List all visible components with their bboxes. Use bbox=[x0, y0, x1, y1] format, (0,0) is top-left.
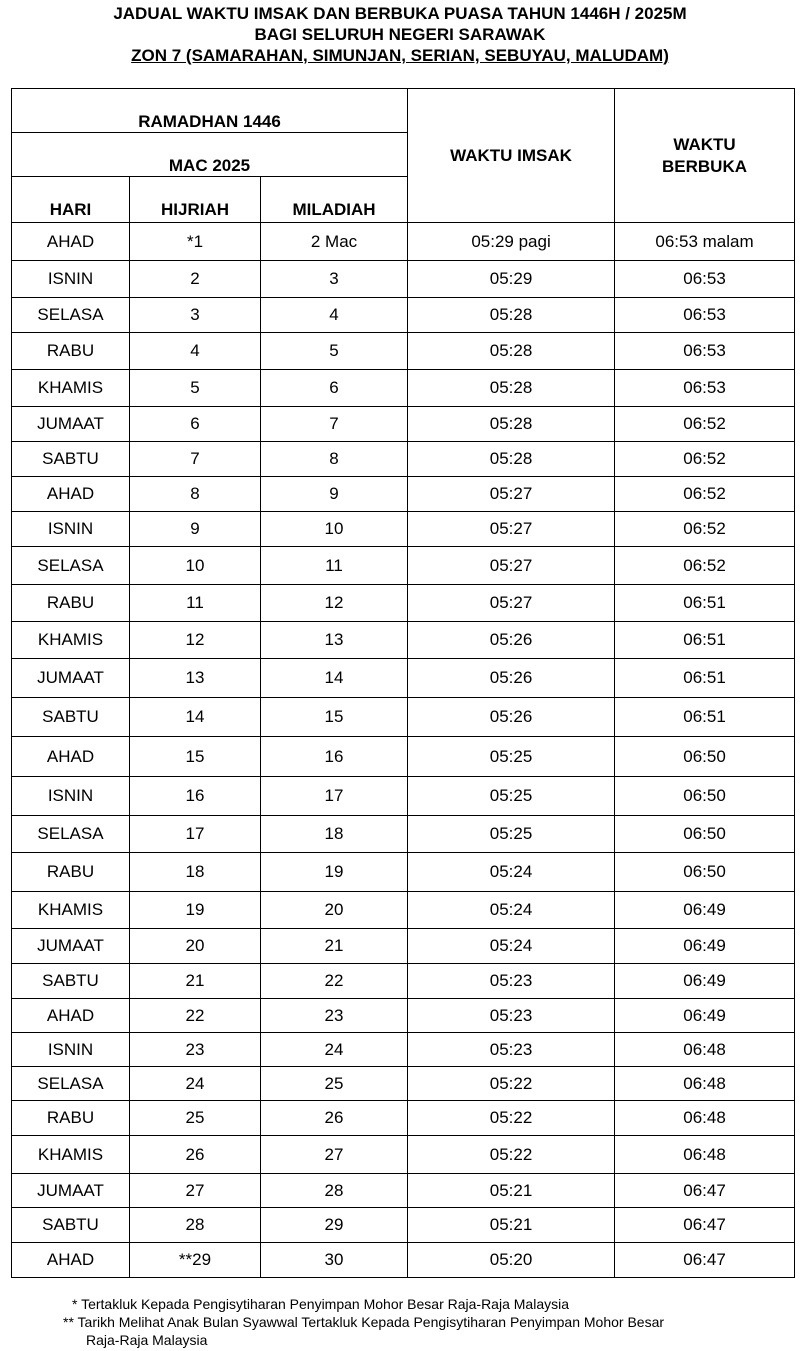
cell-miladiah: 5 bbox=[261, 333, 408, 370]
header-ramadhan: RAMADHAN 1446 bbox=[12, 89, 408, 133]
cell-berbuka: 06:52 bbox=[615, 547, 795, 585]
cell-berbuka: 06:49 bbox=[615, 964, 795, 999]
schedule-table-header bbox=[12, 89, 795, 223]
table-row bbox=[12, 1243, 795, 1278]
table-row bbox=[12, 298, 795, 333]
cell-hari: ISNIN bbox=[12, 261, 130, 298]
cell-hari: JUMAAT bbox=[12, 659, 130, 698]
cell-berbuka: 06:52 bbox=[615, 442, 795, 477]
cell-miladiah: 2 Mac bbox=[261, 223, 408, 261]
table-row bbox=[12, 370, 795, 407]
cell-imsak: 05:29 bbox=[408, 261, 615, 298]
cell-miladiah: 19 bbox=[261, 853, 408, 892]
cell-imsak: 05:24 bbox=[408, 853, 615, 892]
footnote-2-line-1: ** Tarikh Melihat Anak Bulan Syawwal Tertakluk Kepada Pengisytiharan Penyimpan Mohor Besar bbox=[63, 1314, 665, 1330]
cell-hari: AHAD bbox=[12, 477, 130, 512]
cell-miladiah: 30 bbox=[261, 1243, 408, 1278]
cell-berbuka: 06:51 bbox=[615, 698, 795, 737]
table-row bbox=[12, 1033, 795, 1067]
cell-imsak: 05:23 bbox=[408, 999, 615, 1033]
cell-imsak: 05:20 bbox=[408, 1243, 615, 1278]
cell-berbuka: 06:51 bbox=[615, 659, 795, 698]
cell-miladiah: 25 bbox=[261, 1067, 408, 1101]
cell-hari: AHAD bbox=[12, 737, 130, 777]
table-row bbox=[12, 585, 795, 622]
cell-hari: SABTU bbox=[12, 1208, 130, 1243]
cell-miladiah: 13 bbox=[261, 622, 408, 659]
cell-miladiah: 22 bbox=[261, 964, 408, 999]
cell-imsak: 05:27 bbox=[408, 585, 615, 622]
schedule-table-body bbox=[12, 223, 795, 1278]
table-row bbox=[12, 737, 795, 777]
cell-imsak: 05:25 bbox=[408, 737, 615, 777]
cell-imsak: 05:28 bbox=[408, 298, 615, 333]
cell-berbuka: 06:52 bbox=[615, 407, 795, 442]
cell-miladiah: 27 bbox=[261, 1136, 408, 1174]
cell-hari: SABTU bbox=[12, 698, 130, 737]
cell-hijriah: *1 bbox=[130, 223, 261, 261]
table-row bbox=[12, 1136, 795, 1174]
cell-imsak: 05:22 bbox=[408, 1067, 615, 1101]
cell-imsak: 05:26 bbox=[408, 659, 615, 698]
table-row bbox=[12, 1067, 795, 1101]
cell-imsak: 05:26 bbox=[408, 698, 615, 737]
cell-miladiah: 11 bbox=[261, 547, 408, 585]
footnote-1: * Tertakluk Kepada Pengisytiharan Penyimpan Mohor Besar Raja-Raja Malaysia bbox=[72, 1296, 569, 1312]
cell-berbuka: 06:52 bbox=[615, 512, 795, 547]
table-row bbox=[12, 333, 795, 370]
header-waktu-imsak: WAKTU IMSAK bbox=[408, 89, 615, 223]
cell-miladiah: 24 bbox=[261, 1033, 408, 1067]
cell-hijriah: 17 bbox=[130, 816, 261, 853]
table-row bbox=[12, 659, 795, 698]
cell-hijriah: 13 bbox=[130, 659, 261, 698]
cell-hijriah: 26 bbox=[130, 1136, 261, 1174]
cell-berbuka: 06:50 bbox=[615, 853, 795, 892]
cell-hari: SABTU bbox=[12, 442, 130, 477]
cell-miladiah: 16 bbox=[261, 737, 408, 777]
cell-miladiah: 14 bbox=[261, 659, 408, 698]
cell-imsak: 05:23 bbox=[408, 964, 615, 999]
cell-miladiah: 28 bbox=[261, 1174, 408, 1208]
cell-miladiah: 20 bbox=[261, 892, 408, 929]
table-row bbox=[12, 999, 795, 1033]
cell-berbuka: 06:48 bbox=[615, 1136, 795, 1174]
cell-hijriah: 24 bbox=[130, 1067, 261, 1101]
table-row bbox=[12, 261, 795, 298]
cell-imsak: 05:29 pagi bbox=[408, 223, 615, 261]
cell-miladiah: 21 bbox=[261, 929, 408, 964]
cell-hijriah: 25 bbox=[130, 1101, 261, 1136]
cell-berbuka: 06:47 bbox=[615, 1208, 795, 1243]
cell-hijriah: 6 bbox=[130, 407, 261, 442]
cell-imsak: 05:22 bbox=[408, 1136, 615, 1174]
cell-hijriah: 3 bbox=[130, 298, 261, 333]
cell-miladiah: 10 bbox=[261, 512, 408, 547]
cell-imsak: 05:28 bbox=[408, 442, 615, 477]
cell-hari: AHAD bbox=[12, 223, 130, 261]
cell-hari: AHAD bbox=[12, 1243, 130, 1278]
cell-miladiah: 7 bbox=[261, 407, 408, 442]
cell-hari: KHAMIS bbox=[12, 622, 130, 659]
document-title-zone: ZON 7 (SAMARAHAN, SIMUNJAN, SERIAN, SEBUYAU, MALUDAM) bbox=[131, 46, 669, 65]
cell-berbuka: 06:52 bbox=[615, 477, 795, 512]
cell-hijriah: 14 bbox=[130, 698, 261, 737]
table-row bbox=[12, 853, 795, 892]
cell-hijriah: 10 bbox=[130, 547, 261, 585]
cell-imsak: 05:25 bbox=[408, 816, 615, 853]
cell-berbuka: 06:53 bbox=[615, 370, 795, 407]
table-row bbox=[12, 777, 795, 816]
cell-miladiah: 29 bbox=[261, 1208, 408, 1243]
cell-berbuka: 06:49 bbox=[615, 892, 795, 929]
cell-berbuka: 06:51 bbox=[615, 585, 795, 622]
cell-hari: KHAMIS bbox=[12, 370, 130, 407]
cell-hijriah: 28 bbox=[130, 1208, 261, 1243]
cell-hijriah: 4 bbox=[130, 333, 261, 370]
cell-hari: SELASA bbox=[12, 816, 130, 853]
cell-imsak: 05:27 bbox=[408, 512, 615, 547]
cell-hijriah: **29 bbox=[130, 1243, 261, 1278]
cell-hijriah: 12 bbox=[130, 622, 261, 659]
cell-hijriah: 27 bbox=[130, 1174, 261, 1208]
cell-imsak: 05:24 bbox=[408, 892, 615, 929]
cell-berbuka: 06:48 bbox=[615, 1067, 795, 1101]
cell-miladiah: 4 bbox=[261, 298, 408, 333]
table-row bbox=[12, 622, 795, 659]
cell-imsak: 05:28 bbox=[408, 407, 615, 442]
cell-miladiah: 12 bbox=[261, 585, 408, 622]
table-row bbox=[12, 223, 795, 261]
cell-imsak: 05:22 bbox=[408, 1101, 615, 1136]
cell-hijriah: 22 bbox=[130, 999, 261, 1033]
cell-berbuka: 06:53 bbox=[615, 298, 795, 333]
cell-hari: RABU bbox=[12, 1101, 130, 1136]
table-row bbox=[12, 816, 795, 853]
table-row bbox=[12, 964, 795, 999]
cell-imsak: 05:27 bbox=[408, 477, 615, 512]
header-mac: MAC 2025 bbox=[12, 133, 408, 177]
header-waktu-berbuka bbox=[615, 89, 795, 223]
cell-hijriah: 20 bbox=[130, 929, 261, 964]
cell-imsak: 05:26 bbox=[408, 622, 615, 659]
table-row bbox=[12, 1208, 795, 1243]
cell-miladiah: 26 bbox=[261, 1101, 408, 1136]
cell-hari: SELASA bbox=[12, 1067, 130, 1101]
cell-hari: RABU bbox=[12, 333, 130, 370]
cell-hari: AHAD bbox=[12, 999, 130, 1033]
cell-hijriah: 16 bbox=[130, 777, 261, 816]
cell-hari: JUMAAT bbox=[12, 1174, 130, 1208]
table-row bbox=[12, 407, 795, 442]
cell-hijriah: 9 bbox=[130, 512, 261, 547]
cell-miladiah: 3 bbox=[261, 261, 408, 298]
cell-imsak: 05:21 bbox=[408, 1174, 615, 1208]
cell-miladiah: 17 bbox=[261, 777, 408, 816]
cell-hijriah: 18 bbox=[130, 853, 261, 892]
cell-hari: KHAMIS bbox=[12, 1136, 130, 1174]
cell-berbuka: 06:47 bbox=[615, 1243, 795, 1278]
cell-hari: SELASA bbox=[12, 547, 130, 585]
cell-hari: ISNIN bbox=[12, 512, 130, 547]
cell-berbuka: 06:50 bbox=[615, 737, 795, 777]
table-row bbox=[12, 442, 795, 477]
table-row bbox=[12, 512, 795, 547]
schedule-table bbox=[11, 88, 795, 1278]
cell-hijriah: 21 bbox=[130, 964, 261, 999]
table-row bbox=[12, 547, 795, 585]
cell-hari: RABU bbox=[12, 853, 130, 892]
cell-hari: JUMAAT bbox=[12, 929, 130, 964]
header-hari: HARI bbox=[12, 177, 130, 223]
cell-hari: ISNIN bbox=[12, 777, 130, 816]
cell-miladiah: 8 bbox=[261, 442, 408, 477]
cell-hijriah: 23 bbox=[130, 1033, 261, 1067]
cell-hari: JUMAAT bbox=[12, 407, 130, 442]
cell-hijriah: 15 bbox=[130, 737, 261, 777]
document-title-line-2: BAGI SELURUH NEGERI SARAWAK bbox=[254, 25, 546, 44]
cell-berbuka: 06:49 bbox=[615, 929, 795, 964]
cell-berbuka: 06:53 bbox=[615, 261, 795, 298]
cell-berbuka: 06:50 bbox=[615, 777, 795, 816]
cell-hijriah: 5 bbox=[130, 370, 261, 407]
cell-berbuka: 06:51 bbox=[615, 622, 795, 659]
cell-hijriah: 8 bbox=[130, 477, 261, 512]
cell-hari: RABU bbox=[12, 585, 130, 622]
cell-miladiah: 15 bbox=[261, 698, 408, 737]
cell-imsak: 05:28 bbox=[408, 370, 615, 407]
cell-hijriah: 19 bbox=[130, 892, 261, 929]
cell-berbuka: 06:48 bbox=[615, 1033, 795, 1067]
cell-berbuka: 06:47 bbox=[615, 1174, 795, 1208]
table-row bbox=[12, 1101, 795, 1136]
cell-hijriah: 7 bbox=[130, 442, 261, 477]
cell-imsak: 05:24 bbox=[408, 929, 615, 964]
cell-imsak: 05:21 bbox=[408, 1208, 615, 1243]
cell-miladiah: 23 bbox=[261, 999, 408, 1033]
header-waktu-berbuka-label: WAKTU BERBUKA bbox=[662, 134, 748, 176]
cell-hijriah: 2 bbox=[130, 261, 261, 298]
cell-berbuka: 06:49 bbox=[615, 999, 795, 1033]
cell-hari: ISNIN bbox=[12, 1033, 130, 1067]
cell-imsak: 05:25 bbox=[408, 777, 615, 816]
table-row bbox=[12, 929, 795, 964]
cell-berbuka: 06:48 bbox=[615, 1101, 795, 1136]
cell-hijriah: 11 bbox=[130, 585, 261, 622]
table-row bbox=[12, 477, 795, 512]
header-miladiah: MILADIAH bbox=[261, 177, 408, 223]
table-row bbox=[12, 698, 795, 737]
table-row bbox=[12, 1174, 795, 1208]
cell-imsak: 05:28 bbox=[408, 333, 615, 370]
cell-hari: KHAMIS bbox=[12, 892, 130, 929]
cell-miladiah: 18 bbox=[261, 816, 408, 853]
cell-imsak: 05:27 bbox=[408, 547, 615, 585]
cell-berbuka: 06:53 malam bbox=[615, 223, 795, 261]
cell-hari: SABTU bbox=[12, 964, 130, 999]
cell-berbuka: 06:53 bbox=[615, 333, 795, 370]
cell-berbuka: 06:50 bbox=[615, 816, 795, 853]
cell-imsak: 05:23 bbox=[408, 1033, 615, 1067]
header-hijriah: HIJRIAH bbox=[130, 177, 261, 223]
table-row bbox=[12, 892, 795, 929]
footnote-2-line-2: Raja-Raja Malaysia bbox=[86, 1332, 208, 1348]
cell-miladiah: 6 bbox=[261, 370, 408, 407]
cell-hari: SELASA bbox=[12, 298, 130, 333]
cell-miladiah: 9 bbox=[261, 477, 408, 512]
document-title-line-1: JADUAL WAKTU IMSAK DAN BERBUKA PUASA TAHUN 1446H / 2025M bbox=[113, 4, 687, 23]
